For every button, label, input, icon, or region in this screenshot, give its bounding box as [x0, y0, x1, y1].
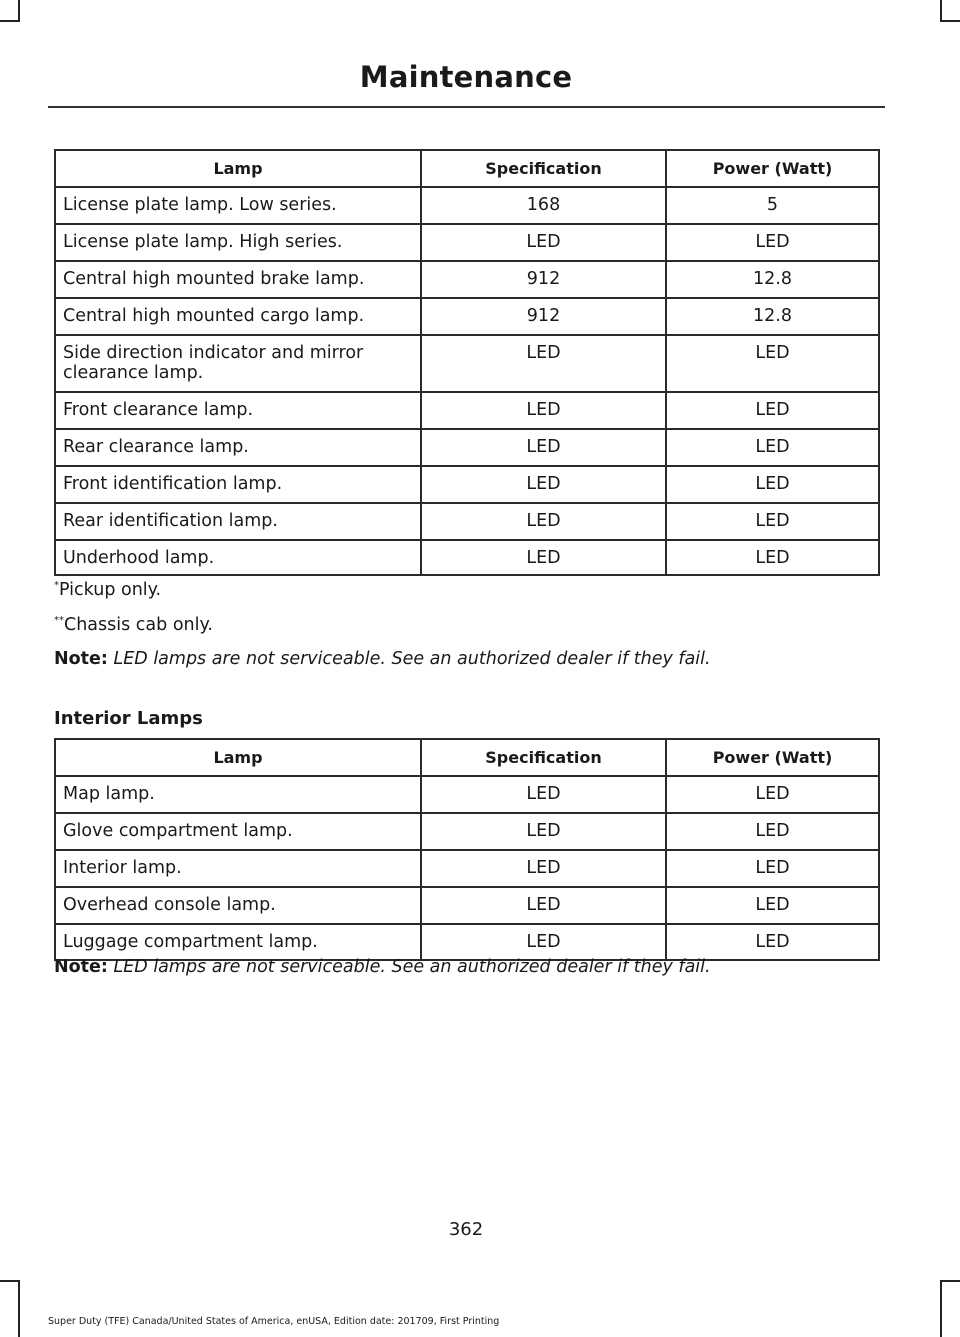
specification-cell: LED [421, 335, 666, 392]
power-cell: LED [666, 540, 879, 575]
specification-cell: LED [421, 503, 666, 540]
note-label: Note: [54, 957, 108, 977]
lamp-cell: Map lamp. [55, 776, 421, 813]
power-cell: LED [666, 392, 879, 429]
lamp-cell: Underhood lamp. [55, 540, 421, 575]
specification-cell: LED [421, 540, 666, 575]
page-title: Maintenance [359, 60, 573, 94]
exterior-lamp-table [54, 149, 880, 576]
footnote-text: Chassis cab only. [64, 615, 213, 635]
table-row [55, 503, 879, 540]
table-row [55, 429, 879, 466]
crop-mark [940, 1280, 960, 1282]
table-row [55, 540, 879, 575]
lamp-cell: Side direction indicator and mirror clearance lamp. [55, 335, 421, 392]
lamp-cell: Central high mounted brake lamp. [55, 261, 421, 298]
specification-cell: 168 [421, 187, 666, 224]
specification-cell: LED [421, 887, 666, 924]
lamp-cell: Overhead console lamp. [55, 887, 421, 924]
power-cell: 5 [666, 187, 879, 224]
table-row [55, 187, 879, 224]
lamp-cell: License plate lamp. High series. [55, 224, 421, 261]
section-heading: Interior Lamps [54, 708, 203, 729]
power-cell: LED [666, 887, 879, 924]
table-row [55, 850, 879, 887]
column-header-power: Power (Watt) [666, 739, 879, 776]
lamp-cell: Luggage compartment lamp. [55, 924, 421, 960]
lamp-cell: Rear clearance lamp. [55, 429, 421, 466]
table-row [55, 224, 879, 261]
note-text: LED lamps are not serviceable. See an authorized dealer if they fail. [107, 957, 711, 977]
specification-cell: LED [421, 924, 666, 960]
note-paragraph [54, 649, 711, 669]
footnote-marker: * [54, 580, 59, 591]
column-header-specification: Specification [421, 739, 666, 776]
crop-mark [940, 1280, 942, 1337]
specification-cell: LED [421, 429, 666, 466]
page-number: 362 [448, 1219, 484, 1240]
note-paragraph [54, 957, 711, 977]
power-cell: LED [666, 924, 879, 960]
table-row [55, 776, 879, 813]
power-cell: 12.8 [666, 298, 879, 335]
lamp-cell: Front identification lamp. [55, 466, 421, 503]
crop-mark [940, 20, 960, 22]
power-cell: 12.8 [666, 261, 879, 298]
power-cell: LED [666, 224, 879, 261]
power-cell: LED [666, 429, 879, 466]
specification-cell: LED [421, 850, 666, 887]
column-header-lamp: Lamp [55, 739, 421, 776]
crop-mark [0, 1280, 20, 1282]
table-row [55, 261, 879, 298]
crop-mark [0, 20, 20, 22]
footnote-chassis [54, 615, 213, 635]
footnote-marker: ** [54, 615, 64, 626]
edition-footer: Super Duty (TFE) Canada/United States of America, enUSA, Edition date: 201709, First Printing [48, 1316, 500, 1327]
note-label: Note: [54, 649, 108, 669]
lamp-cell: Central high mounted cargo lamp. [55, 298, 421, 335]
lamp-cell: Glove compartment lamp. [55, 813, 421, 850]
column-header-lamp: Lamp [55, 150, 421, 187]
interior-lamp-table [54, 738, 880, 961]
crop-mark [18, 1280, 20, 1337]
table-row [55, 887, 879, 924]
power-cell: LED [666, 503, 879, 540]
specification-cell: 912 [421, 298, 666, 335]
specification-cell: LED [421, 392, 666, 429]
table-header-row [55, 739, 879, 776]
lamp-cell: Rear identification lamp. [55, 503, 421, 540]
column-header-specification: Specification [421, 150, 666, 187]
table-row [55, 813, 879, 850]
specification-cell: LED [421, 776, 666, 813]
header-divider [48, 106, 885, 108]
table-row [55, 298, 879, 335]
specification-cell: LED [421, 813, 666, 850]
table-row [55, 924, 879, 960]
power-cell: LED [666, 813, 879, 850]
footnote-pickup [54, 580, 161, 600]
table-row [55, 392, 879, 429]
column-header-power: Power (Watt) [666, 150, 879, 187]
lamp-cell: Interior lamp. [55, 850, 421, 887]
note-text: LED lamps are not serviceable. See an authorized dealer if they fail. [107, 649, 711, 669]
lamp-cell: License plate lamp. Low series. [55, 187, 421, 224]
crop-mark [18, 0, 20, 22]
crop-mark [940, 0, 942, 22]
power-cell: LED [666, 850, 879, 887]
specification-cell: LED [421, 466, 666, 503]
table-row [55, 335, 879, 392]
footnote-text: Pickup only. [59, 580, 162, 600]
table-row [55, 466, 879, 503]
power-cell: LED [666, 466, 879, 503]
specification-cell: LED [421, 224, 666, 261]
power-cell: LED [666, 776, 879, 813]
table-header-row [55, 150, 879, 187]
specification-cell: 912 [421, 261, 666, 298]
power-cell: LED [666, 335, 879, 392]
lamp-cell: Front clearance lamp. [55, 392, 421, 429]
